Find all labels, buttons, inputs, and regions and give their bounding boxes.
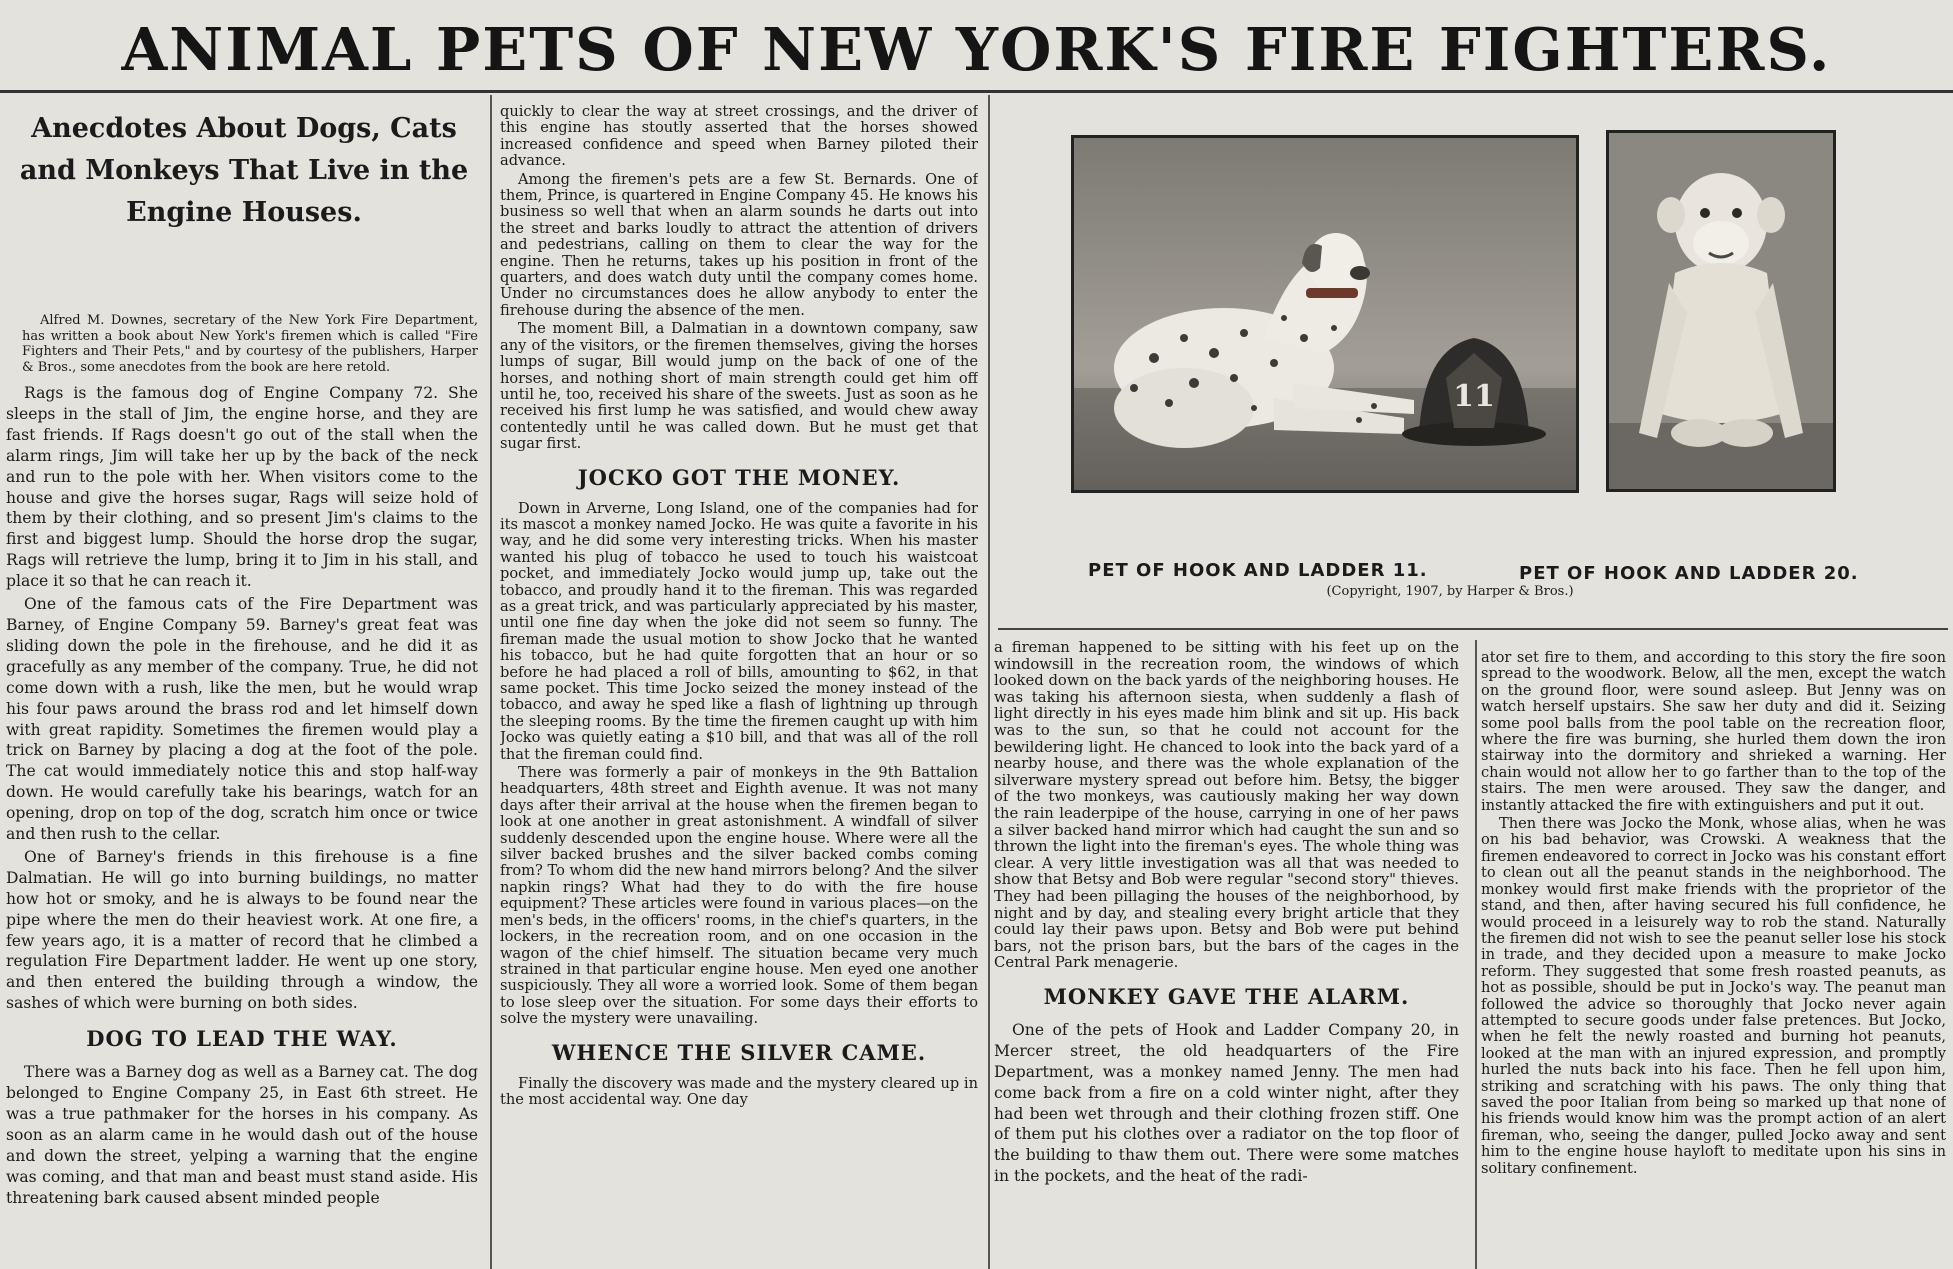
photo-copyright: (Copyright, 1907, by Harper & Bros.) — [1326, 584, 1574, 599]
helmet-number: 11 — [1453, 379, 1495, 414]
column-3 — [994, 640, 1459, 1269]
photo-caption-left: PET OF HOOK AND LADDER 11. — [1088, 560, 1428, 581]
paragraph: a fireman happened to be sitting with his feet up on the windowsill in the recreation room, the windows of which looked down on the back yards of the neighboring houses. He was taking his afternoon siesta, when suddenly a flash of light directly in his eyes made him blink and sit up. His back was to the sun, so that he could not account for the bewildering light. He chanced to look into the back yard of a nearby house, and there was the whole explanation of the silverware mystery spread out before him. Betsy, the bigger of the two monkeys, was cautiously making her way down the rain leaderpipe of the house, carrying in one of her paws a silver backed hand mirror which had caught the sun and so thrown the light into the fireman's eyes. The whole thing was clear. A very little investigation was all that was needed to show that Betsy and Bob were regular "second story" thieves. They had been pillaging the houses of the neighborhood, by night and by day, and stealing every bright article that they could lay their paws upon. Betsy and Bob were put behind bars, not the prison bars, but the bars of the cages in the Central Park menagerie. — [994, 640, 1459, 972]
paragraph: One of Barney's friends in this firehouse is a fine Dalmatian. He will go into burning buildings, no matter how hot or smoky, and he is always to be found near the pipe where the men do their heaviest work. At one fire, a few years ago, it is a matter of record that he climbed a regulation Fire Department ladder. He went up one story, and then entered the building through a window, the sashes of which were burning on both sides. — [6, 847, 478, 1013]
dalmatian-illustration — [1074, 138, 1576, 490]
photo-caption-right: PET OF HOOK AND LADDER 20. — [1519, 563, 1859, 584]
paragraph: Then there was Jocko the Monk, whose alias, when he was on his bad behavior, was Crowski. A weakness that the firemen endeavored to correct in Jocko was his constant effort to clean out all the peanut stands in the neighborhood. The monkey would first make friends with the proprietor of the stand, and then, after having secured his full confidence, he would proceed in a leisurely way to rob the stand. Naturally the firemen did not wish to see the peanut seller lose his stock in trade, and they decided upon a measure to make Jocko reform. They suggested that some fresh roasted peanuts, as hot as possible, should be put in Jocko's way. The peanut man followed the advice so thoroughly that Jocko never again attempted to secure goods under false pretences. But Jocko, when he felt the newly roasted and burning hot peanuts, looked at the man with an injured expression, and promptly hurled the nuts back into his face. Then he fell upon him, striking and scratching with his paws. The only thing that saved the poor Italian from being so marked up that none of his friends would know him was the prompt action of an alert fireman, who, seeing the danger, pulled Jocko away and sent him to the engine house hayloft to meditate upon his sins in solitary confinement. — [1481, 815, 1946, 1177]
paragraph: The moment Bill, a Dalmatian in a downtown company, saw any of the visitors, or the firemen themselves, giving the horses lumps of sugar, Bill would jump on the back of one of the horses, and nothing short of main strength could get him off until he, too, received his share of the sweets. Just as soon as he received his first lump he was satisfied, and would chew away contentedly until he was called down. But he must get that sugar first. — [500, 320, 978, 453]
dalmatian-photo — [1071, 135, 1579, 493]
monkey-illustration — [1609, 133, 1833, 489]
monkey-photo — [1606, 130, 1836, 492]
article-intro — [22, 313, 478, 375]
column-2 — [500, 104, 978, 1269]
intro-paragraph: Alfred M. Downes, secretary of the New York Fire Department, has written a book about New York's firemen which is called "Fire Fighters and Their Pets," and by courtesy of the publishers, Harper & Bros., some anecdotes from the book are here retold. — [22, 313, 478, 375]
photo-rule — [998, 628, 1948, 630]
subheading: DOG TO LEAD THE WAY. — [86, 1026, 398, 1052]
column-rule-1 — [490, 95, 492, 1269]
paragraph: Rags is the famous dog of Engine Company 72. She sleeps in the stall of Jim, the engine horse, and they are fast friends. If Rags doesn't go out of the stall when the alarm rings, Jim will take her up by the back of the neck and run to the pole with her. When visitors come to the house and give the horses sugar, Rags will seize hold of them by their clothing, and so present Jim's claims to the first and biggest lump. Should the horse drop the sugar, Rags will retrieve the lump, bring it to Jim in his stall, and place it so that he can reach it. — [6, 384, 478, 591]
paragraph: There was formerly a pair of monkeys in the 9th Battalion headquarters, 48th street and Eighth avenue. It was not many days after their arrival at the house when the firemen began to look at one another in great astonishment. A windfall of silver suddenly descended upon the engine house. Where were all the silver backed brushes and the silver backed combs coming from? To whom did the new hand mirrors belong? And the silver napkin rings? What had they to do with the fire house equipment? These articles were found in various places—on the men's beds, in the officers' rooms, in the chief's quarters, in the lockers, in the recreation room, and on one occasion in the wagon of the chief himself. The situation became very much strained in that particular engine house. Men eyed one another suspiciously. They all wore a worried look. Some of them began to lose sleep over the situation. For some days their efforts to solve the mystery were unavailing. — [500, 764, 978, 1028]
paragraph: One of the famous cats of the Fire Department was Barney, of Engine Company 59. Barney's great feat was sliding down the pole in the firehouse, and he did it as gracefully as any member of the company. True, he did not come down with a rush, like the men, but he would wrap his four paws around the brass rod and let himself down with great rapidity. Sometimes the firemen would play a trick on Barney by placing a dog at the foot of the pole. The cat would immediately notice this and stop half-way down. He would carefully take his bearings, watch for an opening, drop on top of the dog, scratch him once or twice and then rush to the cellar. — [6, 595, 478, 844]
column-1 — [6, 383, 478, 1269]
paragraph: Finally the discovery was made and the mystery cleared up in the most accidental way. One day — [500, 1074, 978, 1108]
paragraph: ator set fire to them, and according to this story the fire soon spread to the woodwork. Below, all the men, except the watch on the ground floor, were sound asleep. But Jenny was on watch herself upstairs. She saw her duty and did it. Seizing some pool balls from the pool table on the recreation floor, where the fire was burning, she hurled them down the iron stairway into the dormitory and shrieked a warning. Her chain would not allow her to go farther than to the top of the stairs. The men were aroused. They saw the danger, and instantly attacked the fire with extinguishers and put it out. — [1481, 650, 1946, 814]
subheading: WHENCE THE SILVER CAME. — [551, 1039, 927, 1065]
headline-rule — [0, 90, 1953, 93]
column-rule-3 — [1475, 640, 1477, 1269]
subheading: JOCKO GOT THE MONEY. — [577, 464, 901, 490]
paragraph: There was a Barney dog as well as a Barney cat. The dog belonged to Engine Company 25, in East 6th street. He was a true pathmaker for the horses in his company. As soon as an alarm came in he would dash out of the house and down the street, yelping a warning that the engine was coming, and that man and beast must stand aside. His threatening bark caused absent minded people — [6, 1063, 478, 1207]
paragraph: Down in Arverne, Long Island, one of the companies had for its mascot a monkey named Jocko. He was quite a favorite in his way, and he did some very interesting tricks. When his master wanted his plug of tobacco he used to touch his waistcoat pocket, and immediately Jocko would jump up, take out the tobacco, and proudly hand it to the fireman. This was regarded as a great trick, and was particularly appreciated by his master, until one fine day when the joke did not seem so funny. The fireman made the usual motion to show Jocko that he wanted his tobacco, but he had quite forgotten that an hour or so before he had placed a roll of bills, amounting to $62, in that same pocket. This time Jocko seized the money instead of the tobacco, and away he sped like a flash of lightning up through the sleeping rooms. By the time the firemen caught up with him Jocko was quietly eating a $10 bill, and that was all of the roll that the fireman could find. — [500, 499, 978, 763]
paragraph: quickly to clear the way at street crossings, and the driver of this engine has stoutly asserted that the horses showed increased confidence and speed when Barney piloted their advance. — [500, 104, 978, 170]
column-rule-2 — [988, 95, 990, 1269]
paragraph: One of the pets of Hook and Ladder Company 20, in Mercer street, the old headquarters of the Fire Department, was a monkey named Jenny. The men had come back from a fire on a cold winter night, after they had been wet through and their clothing frozen stiff. One of them put his clothes over a radiator on the top floor of the building to thaw them out. There were some matches in the pockets, and the heat of the radi- — [994, 1020, 1459, 1186]
column-4 — [1481, 650, 1946, 1269]
article-deck: Anecdotes About Dogs, Cats and Monkeys That Live in the Engine Houses. — [19, 113, 469, 228]
paragraph: Among the firemen's pets are a few St. Bernards. One of them, Prince, is quartered in Engine Company 45. He knows his business so well that when an alarm sounds he darts out into the street and barks loudly to attract the attention of drivers and pedestrians, calling on them to clear the way for the engine. Then he returns, takes up his position in front of the quarters, and does watch duty until the company comes home. Under no circumstances does he allow anybody to enter the firehouse during the absence of the men. — [500, 170, 978, 319]
page-headline: ANIMAL PETS OF NEW YORK'S FIRE FIGHTERS. — [121, 15, 1832, 84]
subheading: MONKEY GAVE THE ALARM. — [1043, 983, 1410, 1009]
